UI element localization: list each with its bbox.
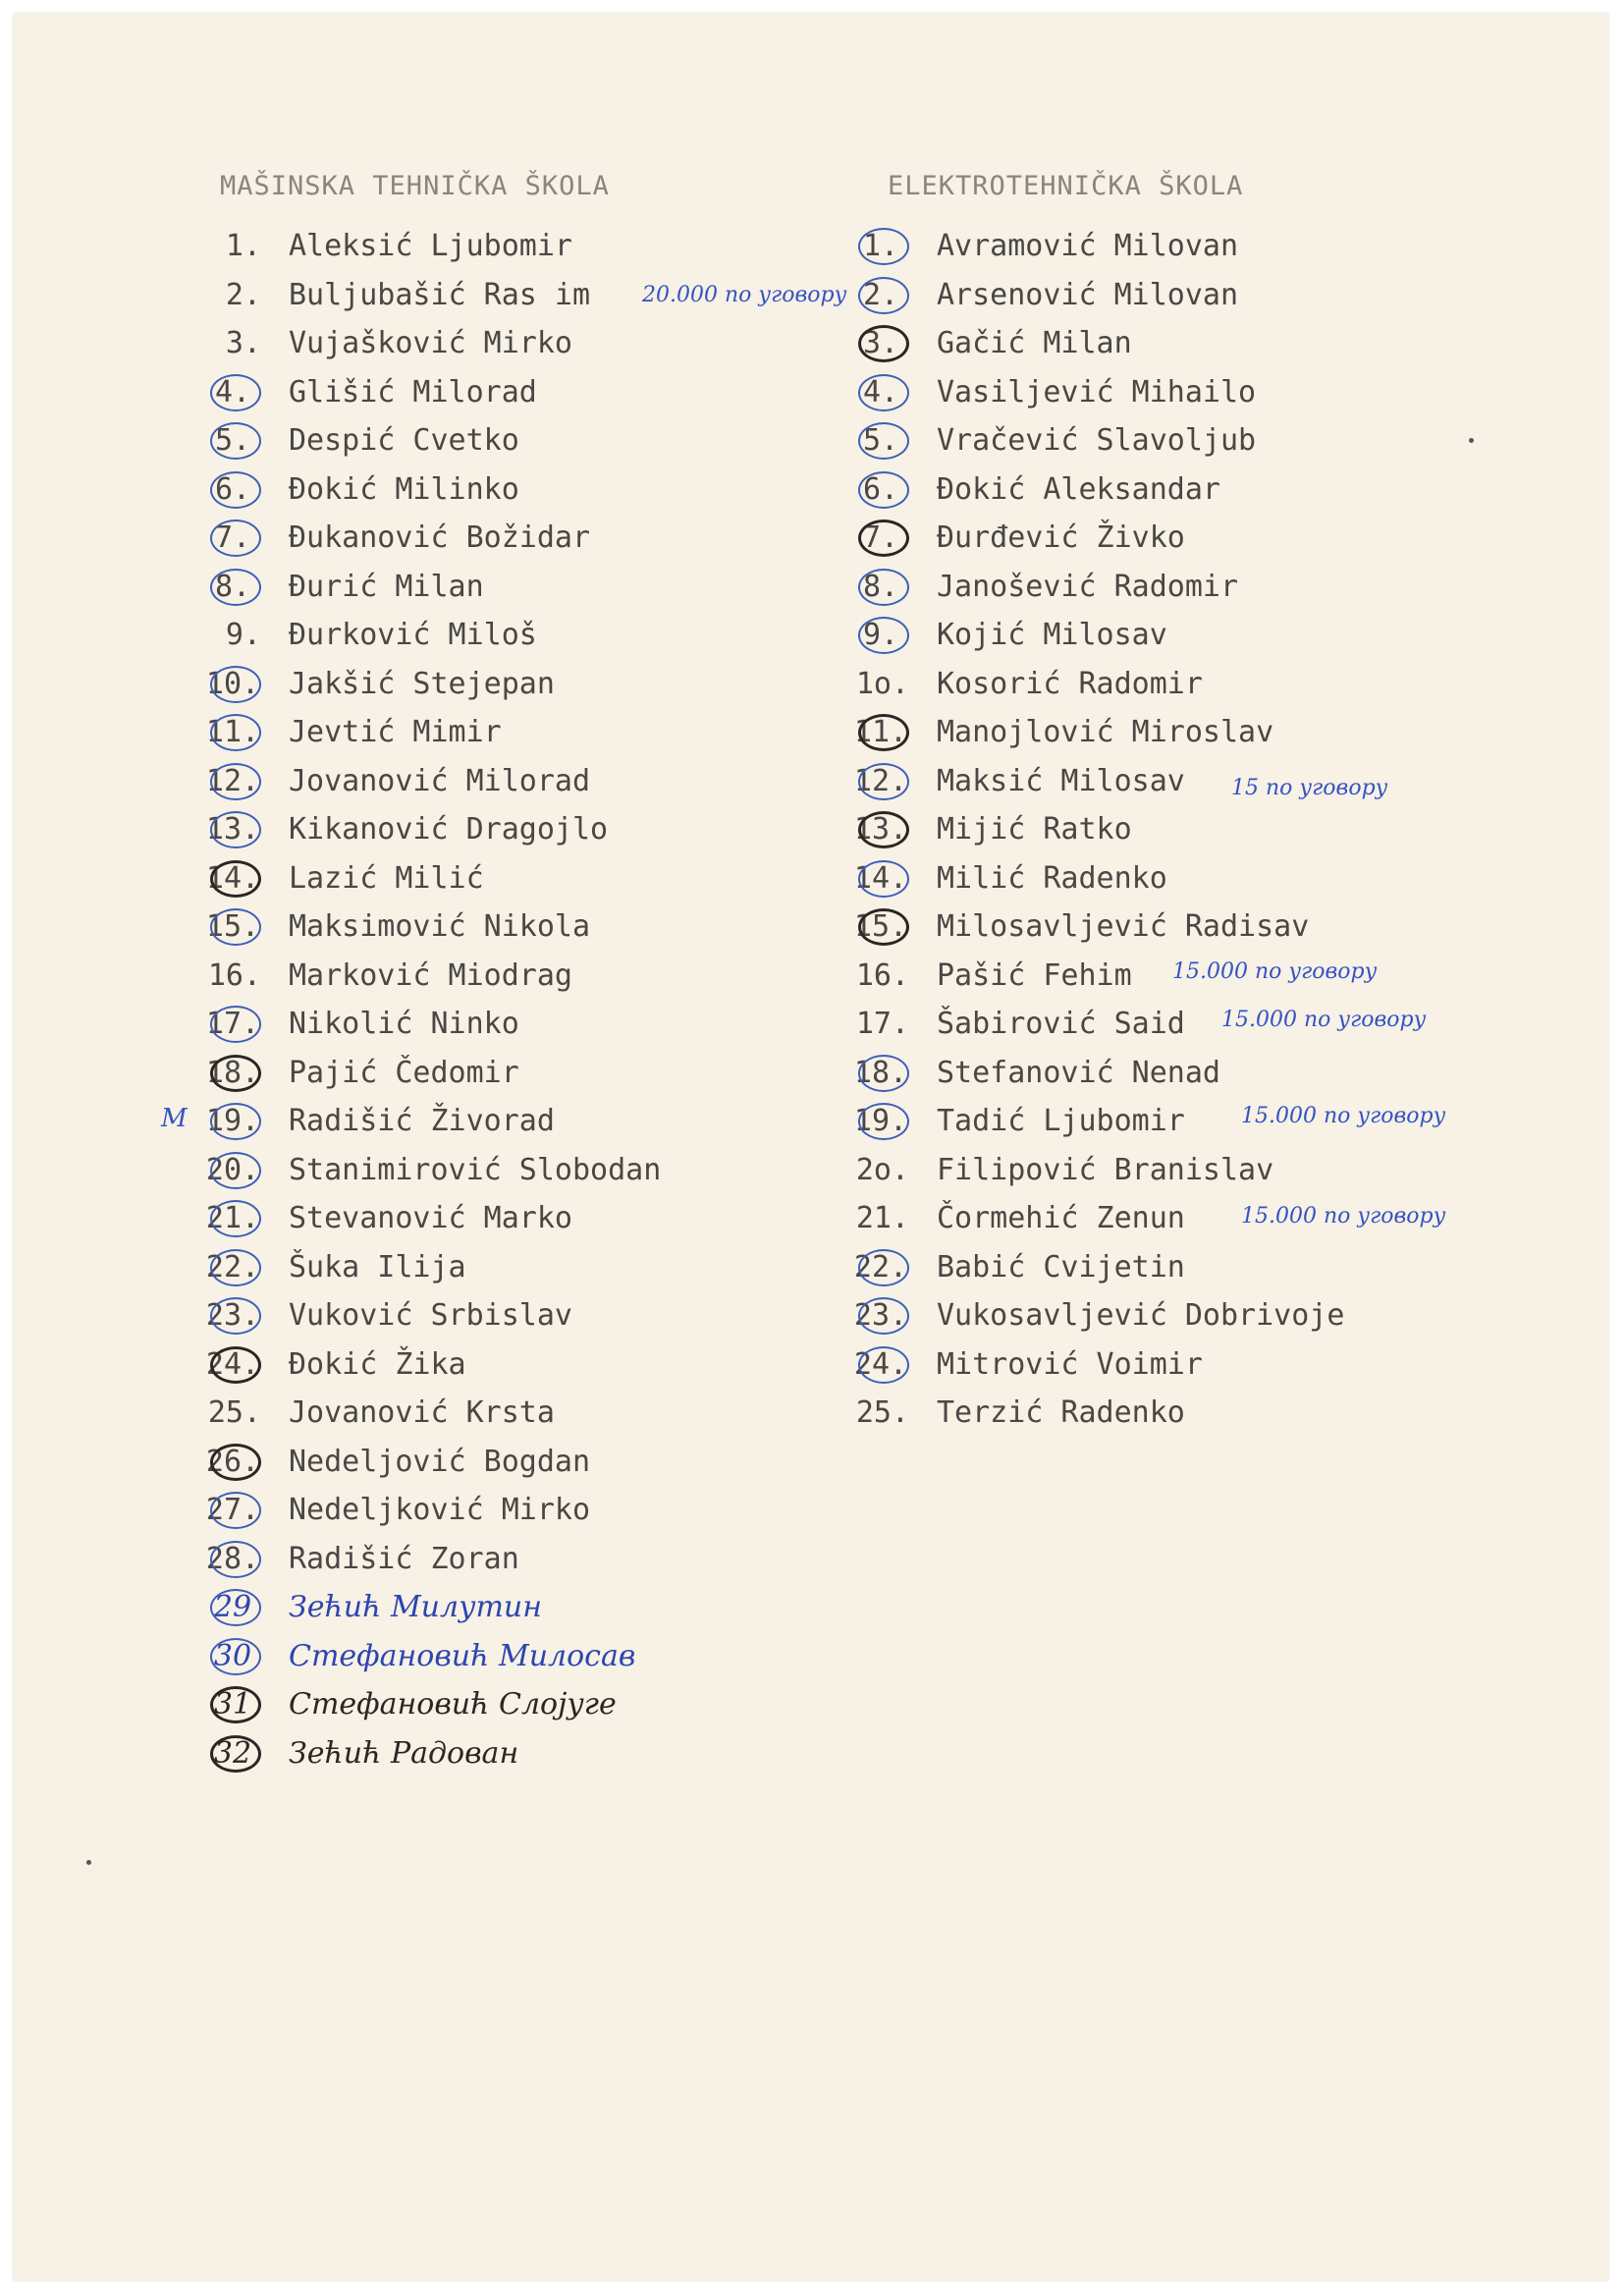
row-name: Đokić Žika bbox=[289, 1346, 466, 1382]
row-name: Vuković Srbislav bbox=[289, 1298, 572, 1333]
circle-mark bbox=[858, 1249, 909, 1286]
circle-mark bbox=[858, 860, 909, 898]
row-number: 8. bbox=[214, 569, 251, 604]
circle-mark bbox=[210, 1444, 261, 1481]
row-number: 16. bbox=[207, 957, 261, 993]
row-number: 1. bbox=[225, 229, 261, 263]
row-number: 16. bbox=[855, 957, 909, 993]
circle-mark bbox=[858, 277, 909, 314]
circle-mark bbox=[858, 228, 909, 265]
row-number: 29 bbox=[213, 1590, 252, 1624]
row-number: 9. bbox=[862, 618, 899, 652]
circle-mark bbox=[858, 422, 909, 460]
row-number: 6. bbox=[862, 471, 899, 507]
row-name: Kosorić Radomir bbox=[937, 666, 1203, 701]
row-number: 32 bbox=[213, 1735, 252, 1771]
circle-mark bbox=[210, 1152, 261, 1189]
row-number: 23. bbox=[853, 1298, 908, 1333]
row-number: 11. bbox=[853, 715, 908, 749]
row-number: 31 bbox=[213, 1687, 252, 1722]
circle-mark bbox=[210, 763, 261, 800]
row-number: 24. bbox=[853, 1346, 908, 1382]
circle-mark bbox=[210, 1589, 261, 1626]
row-number: 12. bbox=[205, 763, 260, 798]
row-name: Glišić Milorad bbox=[289, 374, 537, 410]
handwritten-note-cormehic: 15.000 по уговору bbox=[1241, 1204, 1446, 1229]
circle-mark bbox=[210, 1346, 261, 1384]
row-name: Vukosavljević Dobrivoje bbox=[937, 1298, 1345, 1333]
row-name: Avramović Milovan bbox=[937, 229, 1239, 263]
row-name: Stanimirović Slobodan bbox=[289, 1152, 662, 1187]
paper-speck bbox=[1469, 438, 1474, 443]
row-number: 19. bbox=[853, 1104, 908, 1138]
row-name: Mijić Ratko bbox=[937, 812, 1132, 847]
circle-mark bbox=[858, 519, 909, 557]
row-name: Maksić Milosav bbox=[937, 763, 1185, 798]
row-number: 18. bbox=[853, 1055, 908, 1090]
handwritten-note-sabirovic: 15.000 по уговору bbox=[1221, 1008, 1427, 1032]
row-name: Jevtić Mimir bbox=[289, 715, 502, 749]
circle-mark bbox=[210, 374, 261, 411]
row-number: 15. bbox=[205, 909, 260, 944]
circle-mark bbox=[210, 569, 261, 606]
handwritten-note-pasic: 15.000 по уговору bbox=[1172, 959, 1378, 984]
row-number: 2. bbox=[862, 277, 899, 312]
circle-mark bbox=[210, 471, 261, 509]
row-number: 5. bbox=[214, 423, 251, 458]
row-name: Milić Radenko bbox=[937, 860, 1167, 896]
row-number: 18. bbox=[205, 1055, 260, 1090]
row-number: 21. bbox=[855, 1201, 909, 1235]
paper-speck bbox=[86, 1860, 91, 1865]
circle-mark bbox=[858, 1346, 909, 1384]
row-number: 1o. bbox=[855, 666, 909, 701]
circle-mark bbox=[858, 617, 909, 654]
row-name: Đukanović Božidar bbox=[289, 520, 591, 555]
row-name: Janošević Radomir bbox=[937, 569, 1239, 604]
row-number: 4. bbox=[862, 374, 899, 410]
row-number: 9. bbox=[225, 618, 261, 652]
row-name: Đurđević Živko bbox=[937, 520, 1185, 555]
circle-mark bbox=[210, 908, 261, 946]
row-number: 10. bbox=[205, 666, 260, 701]
row-number: 22. bbox=[205, 1249, 260, 1285]
handwritten-note-buljubasic: 20.000 по уговору bbox=[642, 283, 847, 307]
row-name: Jovanović Krsta bbox=[289, 1395, 555, 1430]
row-number: 4. bbox=[214, 374, 251, 410]
document-page bbox=[14, 14, 1608, 2280]
row-name: Maksimović Nikola bbox=[289, 909, 591, 944]
circle-mark bbox=[858, 908, 909, 946]
row-name: Đokić Aleksandar bbox=[937, 471, 1220, 507]
row-name: Kikanović Dragojlo bbox=[289, 812, 609, 847]
circle-mark bbox=[210, 1249, 261, 1286]
row-number: 22. bbox=[853, 1249, 908, 1285]
row-number: 6. bbox=[214, 471, 251, 507]
circle-mark bbox=[858, 471, 909, 509]
row-name: Vasiljević Mihailo bbox=[937, 374, 1257, 410]
row-name: Nikolić Ninko bbox=[289, 1007, 519, 1041]
circle-mark bbox=[858, 1297, 909, 1335]
right-column-header: ELEKTROTEHNIČKA ŠKOLA bbox=[888, 171, 1244, 201]
circle-mark bbox=[858, 763, 909, 800]
row-number: 3. bbox=[225, 326, 261, 360]
circle-mark bbox=[210, 1055, 261, 1092]
circle-mark bbox=[858, 374, 909, 411]
circle-mark bbox=[210, 1006, 261, 1043]
row-number: 14. bbox=[205, 860, 260, 896]
row-name: Đurković Miloš bbox=[289, 618, 537, 652]
row-name: Mitrović Voimir bbox=[937, 1346, 1203, 1382]
row-name: Radišić Živorad bbox=[289, 1104, 555, 1138]
circle-mark bbox=[210, 1200, 261, 1237]
row-name: Šuka Ilija bbox=[289, 1249, 466, 1285]
row-number: 5. bbox=[862, 423, 899, 458]
circle-mark bbox=[858, 325, 909, 362]
row-name: Jakšić Stejepan bbox=[289, 666, 555, 701]
row-number: 8. bbox=[862, 569, 899, 604]
row-name: Stevanović Marko bbox=[289, 1201, 572, 1235]
row-number: 25. bbox=[207, 1395, 261, 1430]
row-name: Stefanović Nenad bbox=[937, 1055, 1220, 1090]
circle-mark bbox=[858, 1103, 909, 1140]
row-name: Зећић Радован bbox=[289, 1735, 519, 1771]
row-number: 13. bbox=[853, 812, 908, 847]
row-name: Стефановић Слојуге bbox=[289, 1687, 617, 1722]
row-number: 26. bbox=[205, 1444, 260, 1479]
circle-mark bbox=[858, 811, 909, 848]
row-number: 12. bbox=[853, 763, 908, 798]
row-name: Nedeljković Mirko bbox=[289, 1493, 591, 1527]
row-name: Despić Cvetko bbox=[289, 423, 519, 458]
row-number: 19. bbox=[205, 1104, 260, 1138]
circle-mark bbox=[210, 666, 261, 703]
row-number: 28. bbox=[205, 1541, 260, 1576]
row-name: Šabirović Said bbox=[937, 1007, 1185, 1041]
row-number: 23. bbox=[205, 1298, 260, 1333]
row-number: 14. bbox=[853, 860, 908, 896]
row-name: Radišić Zoran bbox=[289, 1541, 519, 1576]
row-name: Đokić Milinko bbox=[289, 471, 519, 507]
row-number: 20. bbox=[205, 1152, 260, 1187]
row-name: Filipović Branislav bbox=[937, 1152, 1274, 1187]
circle-mark bbox=[210, 1297, 261, 1335]
row-name: Aleksić Ljubomir bbox=[289, 229, 572, 263]
circle-mark bbox=[210, 422, 261, 460]
circle-mark bbox=[210, 1103, 261, 1140]
row-number: 11. bbox=[205, 715, 260, 749]
row-name: Nedeljović Bogdan bbox=[289, 1444, 591, 1479]
circle-mark bbox=[210, 1686, 261, 1723]
margin-mark: M bbox=[161, 1104, 188, 1133]
row-number: 21. bbox=[205, 1201, 260, 1235]
circle-mark bbox=[858, 1055, 909, 1092]
row-name: Vujašković Mirko bbox=[289, 326, 572, 360]
circle-mark bbox=[210, 1541, 261, 1578]
circle-mark bbox=[858, 714, 909, 751]
row-number: 2o. bbox=[855, 1152, 909, 1187]
circle-mark bbox=[210, 1492, 261, 1529]
circle-mark bbox=[210, 519, 261, 557]
circle-mark bbox=[210, 1638, 261, 1675]
handwritten-note-maksic: 15 по уговору bbox=[1231, 776, 1388, 800]
row-name: Gačić Milan bbox=[937, 326, 1132, 360]
row-name: Terzić Radenko bbox=[937, 1395, 1185, 1430]
circle-mark bbox=[210, 714, 261, 751]
row-name: Marković Miodrag bbox=[289, 957, 572, 993]
row-name: Kojić Milosav bbox=[937, 618, 1167, 652]
row-name: Pajić Čedomir bbox=[289, 1055, 519, 1090]
left-column-header: MAŠINSKA TEHNIČKA ŠKOLA bbox=[220, 171, 610, 201]
row-number: 25. bbox=[855, 1395, 909, 1430]
circle-mark bbox=[210, 1735, 261, 1773]
row-name: Зећић Милутин bbox=[289, 1590, 543, 1624]
row-number: 27. bbox=[205, 1493, 260, 1527]
row-name: Tadić Ljubomir bbox=[937, 1104, 1185, 1138]
row-number: 2. bbox=[225, 277, 261, 312]
row-name: Đurić Milan bbox=[289, 569, 484, 604]
row-name: Babić Cvijetin bbox=[937, 1249, 1185, 1285]
row-name: Čormehić Zenun bbox=[937, 1201, 1185, 1235]
row-name: Jovanović Milorad bbox=[289, 763, 591, 798]
row-name: Lazić Milić bbox=[289, 860, 484, 896]
row-name: Manojlović Miroslav bbox=[937, 715, 1274, 749]
row-number: 13. bbox=[205, 812, 260, 847]
row-name: Arsenović Milovan bbox=[937, 277, 1239, 312]
circle-mark bbox=[858, 569, 909, 606]
row-number: 24. bbox=[205, 1346, 260, 1382]
row-number: 17. bbox=[855, 1007, 909, 1041]
circle-mark bbox=[210, 811, 261, 848]
handwritten-note-tadic: 15.000 по уговору bbox=[1241, 1104, 1446, 1128]
row-name: Pašić Fehim bbox=[937, 957, 1132, 993]
row-number: 7. bbox=[214, 520, 251, 555]
row-name: Milosavljević Radisav bbox=[937, 909, 1310, 944]
row-number: 30 bbox=[213, 1638, 252, 1673]
row-number: 7. bbox=[862, 520, 899, 555]
row-name: Vračević Slavoljub bbox=[937, 423, 1257, 458]
row-number: 15. bbox=[853, 909, 908, 944]
row-name: Стефановић Милосав bbox=[289, 1638, 636, 1673]
circle-mark bbox=[210, 860, 261, 898]
row-number: 1. bbox=[862, 229, 899, 263]
row-name: Buljubašić Ras im bbox=[289, 277, 591, 312]
row-number: 3. bbox=[862, 326, 899, 360]
row-number: 17. bbox=[205, 1007, 260, 1041]
